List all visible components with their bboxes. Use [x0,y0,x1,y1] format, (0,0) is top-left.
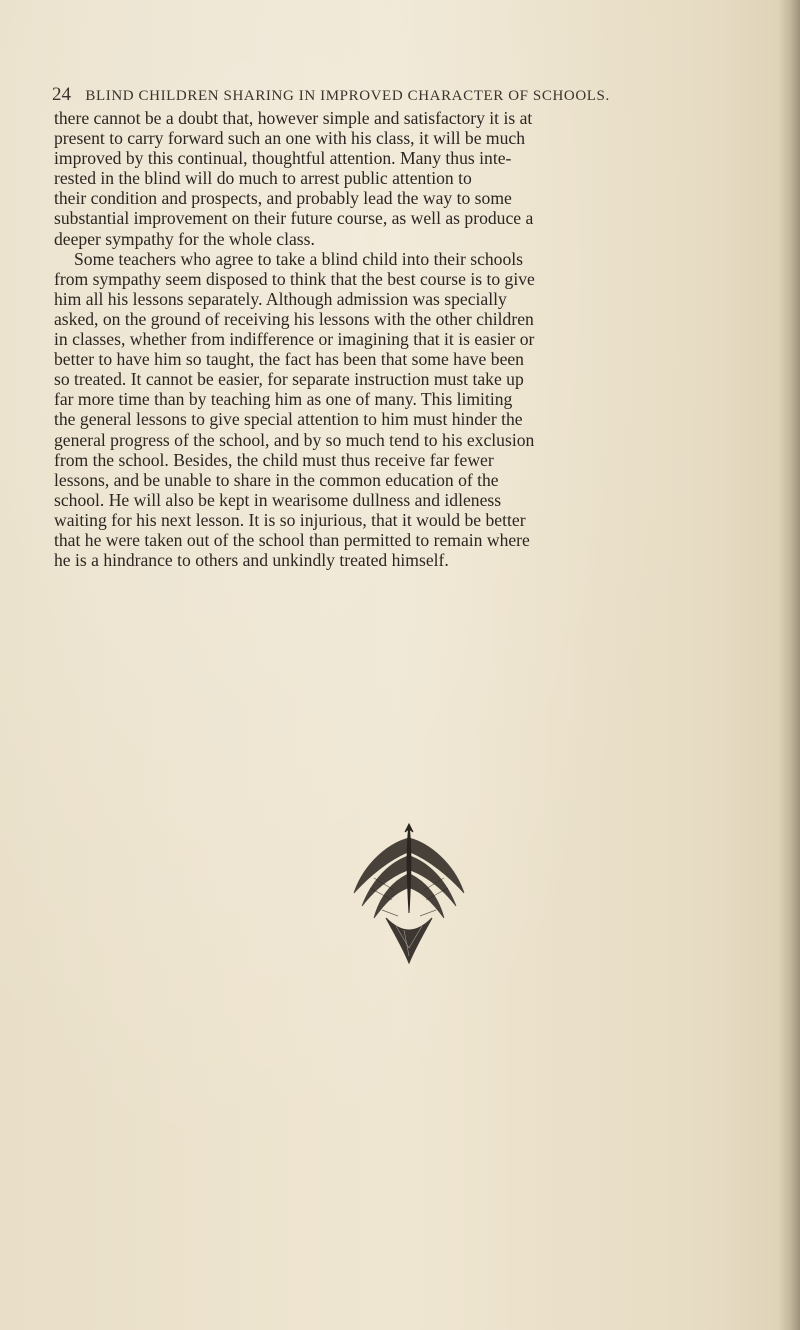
text-line: the general lessons to give special attention to him must hinder the [54,409,523,430]
text-line: asked, on the ground of receiving his lessons with the other children [54,308,534,329]
page-number: 24 [52,84,71,105]
text-line: from sympathy seem disposed to think that the best course is to give [54,268,535,289]
page-edge-shadow [778,0,800,1330]
body-text [54,108,760,570]
text-line: he is a hindrance to others and unkindly treated himself. [54,550,449,571]
text-line: present to carry forward such an one with his class, it will be much [54,128,525,149]
text-line: better to have him so taught, the fact has been that some have been [54,349,524,370]
text-line: that he were taken out of the school than permitted to remain where [54,529,530,550]
text-line: him all his lessons separately. Although admission was specially [54,288,507,309]
text-line: rested in the blind will do much to arrest public attention to [54,168,472,189]
text-line: in classes, whether from indifference or imagining that it is easier or [54,329,535,350]
tailpiece-ornament-icon [334,818,484,968]
text-line: deeper sympathy for the whole class. [54,228,315,249]
text-line: general progress of the school, and by so much tend to his exclusion [54,429,535,450]
text-line: their condition and prospects, and probably lead the way to some [54,188,512,209]
text-line: waiting for his next lesson. It is so injurious, that it would be better [54,509,526,530]
text-line: so treated. It cannot be easier, for separate instruction must take up [54,369,524,390]
text-line: Some teachers who agree to take a blind child into their schools [74,248,524,269]
text-line: lessons, and be unable to share in the common education of the [54,469,499,490]
text-line: from the school. Besides, the child must thus receive far fewer [54,449,494,470]
text-line: improved by this continual, thoughtful attention. Many thus inte- [54,148,512,169]
text-line: school. He will also be kept in wearisome dullness and idleness [54,489,502,510]
running-head [52,84,752,106]
text-line: there cannot be a doubt that, however simple and satisfactory it is at [54,108,533,128]
running-title: BLIND CHILDREN SHARING IN IMPROVED CHARACTER OF SCHOOLS. [85,88,610,104]
text-line: far more time than by teaching him as one of many. This limiting [54,389,513,410]
text-line: substantial improvement on their future course, as well as produce a [54,208,534,229]
